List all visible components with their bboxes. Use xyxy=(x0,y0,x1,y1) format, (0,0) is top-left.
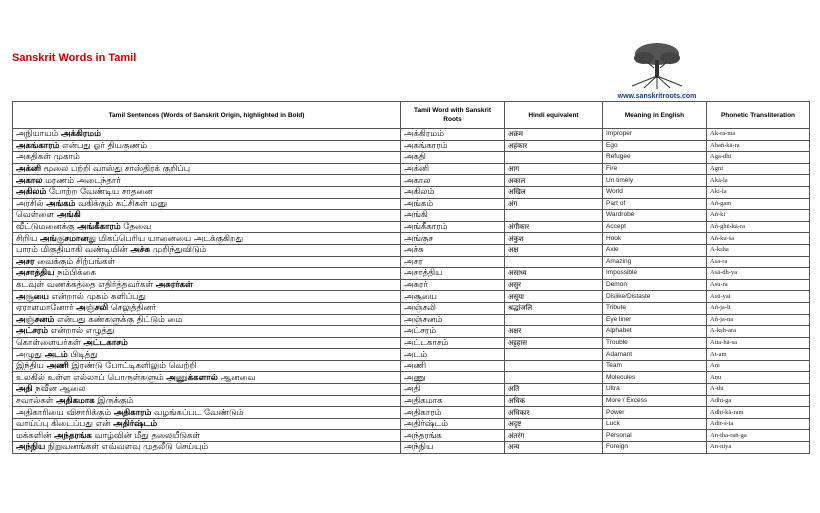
tamil-sentence-cell xyxy=(13,418,401,430)
hindi-cell: अक्षर xyxy=(505,326,603,338)
table-row xyxy=(13,326,810,338)
english-meaning-cell: Fire xyxy=(603,163,707,175)
sentence-text: போற்ற வேண்டிய சாதனை xyxy=(46,187,153,198)
hindi-cell: अहंकार xyxy=(505,140,603,152)
header-phonetic: Phonetic Transliteration xyxy=(707,102,810,129)
tamil-word-cell: அசர xyxy=(401,256,505,268)
tamil-sentence-cell xyxy=(13,268,401,280)
phonetic-cell: An-niya xyxy=(707,442,810,454)
tamil-word-cell: அக்கிரமம் xyxy=(401,129,505,141)
table-row xyxy=(13,360,810,372)
sanskrit-word-highlight: அங்குசமானது xyxy=(39,233,96,244)
phonetic-cell: Añ-ghē-kā-ra xyxy=(707,221,810,233)
tamil-sentence-cell xyxy=(13,129,401,141)
tamil-word-cell: அசாத்திய xyxy=(401,268,505,280)
tamil-word-cell: அகிலம் xyxy=(401,186,505,198)
phonetic-cell: Asū-yai xyxy=(707,291,810,303)
hindi-cell xyxy=(505,152,603,164)
hindi-cell xyxy=(505,210,603,222)
sentence-text: வீட்டுமனைக்கு xyxy=(16,222,78,233)
header-tamil-word: Tamil Word with Sanskrit Roots xyxy=(401,102,505,129)
table-row xyxy=(13,442,810,454)
tamil-word-cell: அஞ்சலி xyxy=(401,302,505,314)
tamil-sentence-cell xyxy=(13,337,401,349)
tamil-sentence-cell xyxy=(13,221,401,233)
sanskrit-word-highlight: அங்கி xyxy=(56,210,81,221)
english-meaning-cell: More / Excess xyxy=(603,395,707,407)
tamil-sentence-cell xyxy=(13,152,401,164)
sentence-text: செலுத்தினர் xyxy=(108,303,157,314)
hindi-cell: अधिकार xyxy=(505,407,603,419)
table-row xyxy=(13,407,810,419)
english-meaning-cell: Demon xyxy=(603,279,707,291)
english-meaning-cell: Hook xyxy=(603,233,707,245)
tamil-sentence-cell xyxy=(13,372,401,384)
phonetic-cell: Asā-dh-ya xyxy=(707,268,810,280)
english-meaning-cell: Ego xyxy=(603,140,707,152)
english-meaning-cell: Wardrobe xyxy=(603,210,707,222)
english-meaning-cell: Power xyxy=(603,407,707,419)
phonetic-cell: Agni xyxy=(707,163,810,175)
tamil-sentence-cell xyxy=(13,302,401,314)
sentence-text: பாரம் மிகுதியாகி வண்டியின் xyxy=(16,245,131,256)
table-row xyxy=(13,175,810,187)
phonetic-cell: Aki-la xyxy=(707,186,810,198)
sentence-text: அதிகாரியை விசாரிக்கும் xyxy=(16,407,114,418)
table-row xyxy=(13,268,810,280)
phonetic-cell: Atta-hā-sa xyxy=(707,337,810,349)
sanskrit-word-highlight: அட்டகாசம் xyxy=(83,337,128,348)
hindi-cell: श्रद्धांजलि xyxy=(505,302,603,314)
sanskritroots-logo xyxy=(592,40,722,100)
phonetic-cell: Ak-ra-ma xyxy=(707,129,810,141)
hindi-cell: अधिक xyxy=(505,395,603,407)
tamil-sentence-cell xyxy=(13,384,401,396)
tamil-word-cell: அசூயை xyxy=(401,291,505,303)
english-meaning-cell: Part of xyxy=(603,198,707,210)
sanskrit-word-highlight: அணுக்களால் xyxy=(166,372,218,383)
phonetic-cell: Asa-ra xyxy=(707,256,810,268)
sanskrit-word-highlight: அக்னி xyxy=(16,164,42,175)
sentence-text: சிறிய xyxy=(16,233,40,244)
table-row xyxy=(13,244,810,256)
sentence-text: வைக்கும் சிற்பங்கள் xyxy=(34,256,116,267)
english-meaning-cell: Trouble xyxy=(603,337,707,349)
table-row xyxy=(13,210,810,222)
phonetic-cell: Adir-ś-ṭa xyxy=(707,418,810,430)
english-meaning-cell: Eye liner xyxy=(603,314,707,326)
sentence-text: உலகில் உள்ள எல்லாப் பொருள்களும் xyxy=(16,372,167,383)
english-meaning-cell: Foreign xyxy=(603,442,707,454)
tamil-word-cell: அக்னி xyxy=(401,163,505,175)
sentence-text: முறிந்துவிடும் xyxy=(150,245,207,256)
table-row xyxy=(13,152,810,164)
hindi-cell: अन्य xyxy=(505,442,603,454)
english-meaning-cell: Tribute xyxy=(603,302,707,314)
sanskrit-word-highlight: அஞ்சனம் xyxy=(16,314,55,325)
tamil-word-cell: அதி xyxy=(401,384,505,396)
english-meaning-cell: Personal xyxy=(603,430,707,442)
sanskrit-word-highlight: அதிகமாக xyxy=(56,395,95,406)
tamil-sentence-cell xyxy=(13,407,401,419)
tamil-word-cell: அஞ்சனம் xyxy=(401,314,505,326)
sentence-text: இரண்டு போட்டிகளிலும் வெற்றி xyxy=(68,361,197,372)
hindi-cell: अट्टहास xyxy=(505,337,603,349)
tamil-sentence-cell xyxy=(13,175,401,187)
tamil-sentence-cell xyxy=(13,256,401,268)
sanskrit-word-highlight: அங்கீகாரம் xyxy=(77,222,121,233)
table-row xyxy=(13,349,810,361)
sentence-text: ஆனவை xyxy=(217,372,256,383)
sentence-text: இருக்கும் xyxy=(94,395,134,406)
table-row xyxy=(13,430,810,442)
sentence-text: இந்திய xyxy=(16,361,47,372)
hindi-cell: अंकुश xyxy=(505,233,603,245)
tamil-word-cell: அந்நிய xyxy=(401,442,505,454)
hindi-cell xyxy=(505,360,603,372)
hindi-cell: अक्रम xyxy=(505,129,603,141)
tamil-word-cell: அகங்காரம் xyxy=(401,140,505,152)
english-meaning-cell: Refugee xyxy=(603,152,707,164)
phonetic-cell: Añ-ja-li xyxy=(707,302,810,314)
sanskrit-word-highlight: அணி xyxy=(46,361,69,372)
hindi-cell: अदृष्ट xyxy=(505,418,603,430)
tamil-word-cell: அங்கீகாரம் xyxy=(401,221,505,233)
english-meaning-cell: Accept xyxy=(603,221,707,233)
table-header-row xyxy=(13,102,810,129)
sentence-text: மரணம் அடைந்தார் xyxy=(42,175,121,186)
phonetic-cell: Adhi-kā-ram xyxy=(707,407,810,419)
english-meaning-cell: Alphabet xyxy=(603,326,707,338)
tamil-word-cell: அணி xyxy=(401,360,505,372)
table-row xyxy=(13,279,810,291)
tamil-sentence-cell xyxy=(13,326,401,338)
sanskrit-word-highlight: அசுரர்கள் xyxy=(155,280,193,291)
tamil-sentence-cell xyxy=(13,244,401,256)
tamil-sentence-cell xyxy=(13,279,401,291)
sentence-text: மிகப்பெரிய யானையை அடக்குகிறது xyxy=(95,233,244,244)
sentence-text: வழங்கப்பட வேண்டும் xyxy=(151,407,244,418)
phonetic-cell: Akā-la xyxy=(707,175,810,187)
phonetic-cell: At-am xyxy=(707,349,810,361)
phonetic-cell: Aṇu xyxy=(707,372,810,384)
sentence-text: என்றால் முகம் சுளிப்பது xyxy=(48,291,146,302)
tamil-word-cell: அசுரர் xyxy=(401,279,505,291)
tamil-word-cell: அதிகமாக xyxy=(401,395,505,407)
sanskrit-word-highlight: அசூயை xyxy=(16,291,49,302)
table-row xyxy=(13,221,810,233)
sanskrit-word-highlight: அஞ்சலி xyxy=(76,303,109,314)
sentence-text: மக்களின் xyxy=(16,430,55,441)
phonetic-cell: Aga-dhi xyxy=(707,152,810,164)
english-meaning-cell: Dislike/Distaste xyxy=(603,291,707,303)
table-row xyxy=(13,291,810,303)
tamil-word-cell: அச்சு xyxy=(401,244,505,256)
phonetic-cell: Añ-ki xyxy=(707,210,810,222)
tamil-sentence-cell xyxy=(13,442,401,454)
tamil-word-cell: அங்கம் xyxy=(401,198,505,210)
sentence-text: என்பது ஓர் தியகுணம் xyxy=(59,140,148,151)
table-row xyxy=(13,314,810,326)
phonetic-cell: A-thi xyxy=(707,384,810,396)
hindi-cell: अंग xyxy=(505,198,603,210)
sentence-text: கடவுள் வணக்கத்தை எதிர்த்தவர்கள் xyxy=(16,280,156,291)
table-row xyxy=(13,302,810,314)
sentence-text: அகதிகள் முகாம் xyxy=(16,152,80,163)
header-english: Meaning in English xyxy=(603,102,707,129)
sanskrit-word-highlight: அட்சரம் xyxy=(16,326,49,337)
sanskrit-word-highlight: அதிகாரம் xyxy=(113,407,152,418)
sanskrit-word-highlight: அகால xyxy=(16,175,43,186)
table-row xyxy=(13,337,810,349)
tamil-sentence-cell xyxy=(13,395,401,407)
header-hindi: Hindi equivalent xyxy=(505,102,603,129)
hindi-cell: असूया xyxy=(505,291,603,303)
phonetic-cell: Aṇi xyxy=(707,360,810,372)
phonetic-cell: An-tha-raṅ-ga xyxy=(707,430,810,442)
sentence-text: கொள்ளையர்கள் xyxy=(16,337,84,348)
sanskrit-word-highlight: அகிலம் xyxy=(16,187,47,198)
hindi-cell: अंतरंग xyxy=(505,430,603,442)
table-row xyxy=(13,186,810,198)
tamil-sentence-cell xyxy=(13,360,401,372)
hindi-cell xyxy=(505,314,603,326)
tamil-word-cell: அகதி xyxy=(401,152,505,164)
hindi-cell: अति xyxy=(505,384,603,396)
sentence-text: வெள்ளை xyxy=(16,210,57,221)
hindi-cell: अखिल xyxy=(505,186,603,198)
tamil-word-cell: அட்டகாசம் xyxy=(401,337,505,349)
hindi-cell xyxy=(505,372,603,384)
sanskrit-word-highlight: அந்நிய xyxy=(16,442,46,453)
sentence-text: அரசில் xyxy=(16,198,47,209)
table-row xyxy=(13,418,810,430)
logo-url: www.sanskritroots.com xyxy=(617,93,697,100)
sentence-text: அழுது xyxy=(16,349,45,360)
table-row xyxy=(13,384,810,396)
sanskrit-word-highlight: அக்கிரமம் xyxy=(61,129,101,140)
english-meaning-cell: Team xyxy=(603,360,707,372)
tamil-sentence-cell xyxy=(13,349,401,361)
tamil-sentence-cell xyxy=(13,210,401,222)
english-meaning-cell: Improper xyxy=(603,129,707,141)
table-row xyxy=(13,372,810,384)
table-row xyxy=(13,256,810,268)
hindi-cell: अंगीकार xyxy=(505,221,603,233)
english-meaning-cell: Amazing xyxy=(603,256,707,268)
sanskrit-word-highlight: அடம் xyxy=(44,349,68,360)
tree-icon xyxy=(592,40,722,92)
tamil-sentence-cell xyxy=(13,186,401,198)
english-meaning-cell: World xyxy=(603,186,707,198)
hindi-cell xyxy=(505,256,603,268)
sanskrit-word-highlight: அகங்காரம் xyxy=(16,140,60,151)
phonetic-cell: Asu-ra xyxy=(707,279,810,291)
sentence-text: மூலை பற்றி வாஸ்து சாஸ்திரக் குறிப்பு xyxy=(41,164,191,175)
english-meaning-cell: Ultra xyxy=(603,384,707,396)
phonetic-cell: Añ-ja-na xyxy=(707,314,810,326)
sentence-text: என்பது கண்களுக்கு திட்டும் மை xyxy=(54,314,183,325)
phonetic-cell: Añ-ku-śa xyxy=(707,233,810,245)
hindi-cell: अकाल xyxy=(505,175,603,187)
table-row xyxy=(13,198,810,210)
english-meaning-cell: Adamant xyxy=(603,349,707,361)
sanskrit-word-highlight: அசாத்திய xyxy=(16,268,55,279)
phonetic-cell: Ahañ-kā-ra xyxy=(707,140,810,152)
hindi-cell: असाध्य xyxy=(505,268,603,280)
document-title: Sanskrit Words in Tamil xyxy=(12,52,137,64)
sanskrit-tamil-table xyxy=(12,101,810,454)
english-meaning-cell: Un timely xyxy=(603,175,707,187)
tamil-word-cell: அகால xyxy=(401,175,505,187)
sanskrit-word-highlight: அதிர்ஷ்டம் xyxy=(113,419,158,430)
english-meaning-cell: Axle xyxy=(603,244,707,256)
table-row xyxy=(13,395,810,407)
sentence-text: வாய்ப்பு கிடைப்பது என் xyxy=(16,419,114,430)
sanskrit-word-highlight: அசர xyxy=(16,256,35,267)
tamil-word-cell: அடம் xyxy=(401,349,505,361)
sanskrit-word-highlight: அச்சு xyxy=(130,245,151,256)
tamil-word-cell: அணு xyxy=(401,372,505,384)
tamil-word-cell: அதிர்ஷ்டம் xyxy=(401,418,505,430)
table-row xyxy=(13,129,810,141)
hindi-cell xyxy=(505,349,603,361)
english-meaning-cell: Impossible xyxy=(603,268,707,280)
tamil-word-cell: அந்தரங்க xyxy=(401,430,505,442)
tamil-sentence-cell xyxy=(13,430,401,442)
tamil-word-cell: அங்குச xyxy=(401,233,505,245)
hindi-cell: अक्ष xyxy=(505,244,603,256)
phonetic-cell: A-kṣh-ara xyxy=(707,326,810,338)
tamil-sentence-cell xyxy=(13,233,401,245)
phonetic-cell: Añ-gam xyxy=(707,198,810,210)
hindi-cell: असुर xyxy=(505,279,603,291)
table-row xyxy=(13,163,810,175)
tamil-word-cell: அங்கி xyxy=(401,210,505,222)
tamil-word-cell: அதிகாரம் xyxy=(401,407,505,419)
sentence-text: தேவை xyxy=(120,222,152,233)
sentence-text: பிடித்து xyxy=(67,349,98,360)
hindi-cell: आग xyxy=(505,163,603,175)
sentence-text: சவால்கள் xyxy=(16,395,57,406)
sentence-text: நம்பிக்கை xyxy=(54,268,97,279)
sanskrit-word-highlight: அங்கம் xyxy=(46,198,76,209)
sentence-text: நிறுவனங்கள் எவ்வளவு முதலீடு செய்யும் xyxy=(45,442,209,453)
sanskrit-word-highlight: அதி xyxy=(16,384,33,395)
tamil-sentence-cell xyxy=(13,314,401,326)
tamil-word-cell: அட்சரம் xyxy=(401,326,505,338)
english-meaning-cell: Luck xyxy=(603,418,707,430)
tamil-sentence-cell xyxy=(13,198,401,210)
sentence-text: வகிக்கும் கட்சிகள் மனு xyxy=(75,198,168,209)
sentence-text: வாழ்வின் மீது தலையீடுகள் xyxy=(91,430,201,441)
phonetic-cell: Adhi-ga xyxy=(707,395,810,407)
english-meaning-cell: Molecules xyxy=(603,372,707,384)
sentence-text: என்றால் எழுத்து xyxy=(48,326,115,337)
table-row xyxy=(13,233,810,245)
sentence-text: நவீன ஆலை xyxy=(32,384,86,395)
table-row xyxy=(13,140,810,152)
sentence-text: அநியாயம் xyxy=(16,129,62,140)
tamil-sentence-cell xyxy=(13,163,401,175)
sanskrit-word-highlight: அந்தரங்க xyxy=(54,430,92,441)
sentence-text: ஏராளமானோர் xyxy=(16,303,77,314)
phonetic-cell: A-kṣha xyxy=(707,244,810,256)
tamil-sentence-cell xyxy=(13,291,401,303)
tamil-sentence-cell xyxy=(13,140,401,152)
header-tamil-sentences: Tamil Sentences (Words of Sanskrit Origin, highlighted in Bold) xyxy=(13,102,401,129)
